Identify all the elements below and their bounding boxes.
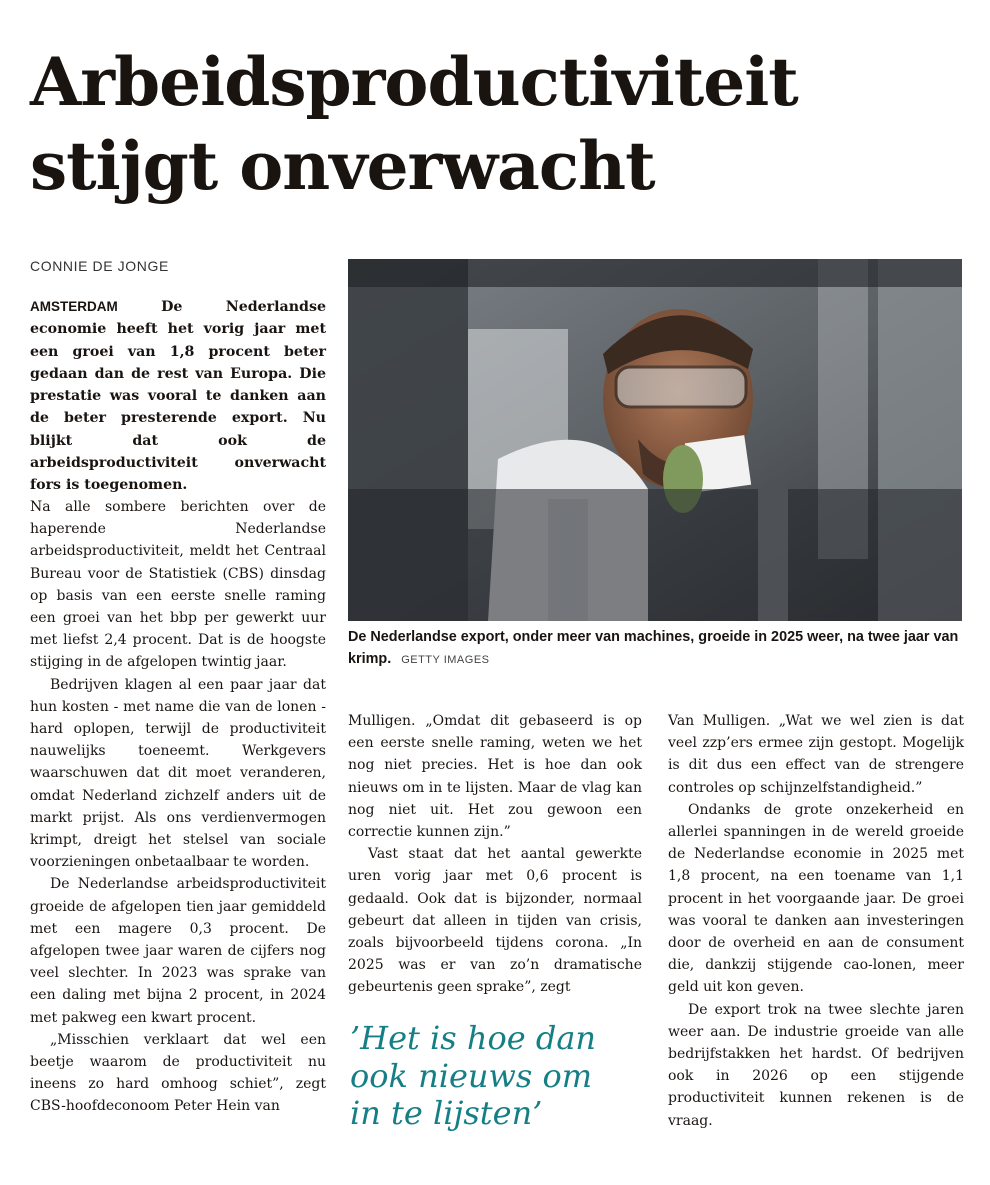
body-paragraph: Mulligen. „Omdat dit gebaseerd is op een eerste snelle raming, weten we het nog niet precies. Het is hoe dan ook nieuws om in te lijsten. Maar de vlag kan nog niet uit. Het zou gewoon een correctie kunnen zijn.” [348, 713, 642, 841]
caption-text: De Nederlandse export, onder meer van machines, groeide in 2025 weer, na twee jaar van krimp. [348, 629, 959, 667]
column-3 [668, 710, 964, 1132]
headline-line-1: Arbeidsproductiviteit [30, 43, 798, 121]
body-paragraph: „Misschien verklaart dat wel een beetje waarom de productiviteit nu ineens zo hard omhoog schiet”, zegt CBS-hoofdeconoom Peter Hein van [30, 1031, 326, 1115]
photo-illustration [348, 259, 962, 621]
body-paragraph: Na alle sombere berichten over de haperende Nederlandse arbeidsproductiviteit, meldt het Centraal Bureau voor de Statistiek (CBS) dinsdag op basis van een eerste snelle raming een groei van het bbp per gewerkt uur met liefst 2,4 procent. Dat is de hoogste stijging in de afgelopen twintig jaar. [30, 499, 326, 671]
intro-paragraph [30, 296, 326, 497]
body-paragraph: De export trok na twee slechte jaren weer aan. De industrie groeide van alle bedrijfstakken het hardst. Of bedrijven ook in 2026 op een stijgende productiviteit kunnen rekenen is de vraag. [668, 1001, 964, 1129]
body-paragraph: Van Mulligen. „Wat we wel zien is dat veel zzp’ers ermee zijn gestopt. Mogelijk is dit dus een effect van de strengere controles op schijnzelfstandigheid.” [668, 713, 964, 796]
byline: CONNIE DE JONGE [30, 258, 169, 274]
body-paragraph: Vast staat dat het aantal gewerkte uren vorig jaar met 0,6 procent is gedaald. Ook dat is bijzonder, normaal gebeurt dat alleen in tijden van crisis, zoals bijvoorbeeld tijdens corona. „In 2025 was er van zo’n dramatische gebeurtenis geen sprake”, zegt [348, 846, 642, 996]
body-paragraph: De Nederlandse arbeidsproductiviteit groeide de afgelopen tien jaar gemiddeld met een magere 0,3 procent. De afgelopen twee jaar waren de cijfers nog veel slechter. In 2023 was sprake van een daling met bijna 2 procent, in 2024 met pakweg een kwart procent. [30, 876, 326, 1026]
body-paragraph: Ondanks de grote onzekerheid en allerlei spanningen in de wereld groeide de Nederlandse economie in 2025 met 1,8 procent, na een toename van 1,1 procent in het voorgaande jaar. De groei was vooral te danken aan investeringen door de overheid en aan de consument die, dankzij stijgende cao-lonen, meer geld uit kon geven. [668, 801, 964, 996]
column-2 [348, 710, 642, 999]
article-photo [348, 259, 962, 621]
pull-quote: ’Het is hoe dan ook nieuws om in te lijsten’ [350, 1019, 597, 1132]
body-paragraph: Bedrijven klagen al een paar jaar dat hun kosten - met name die van de lonen - hard oplopen, terwijl de productiviteit nauwelijks toeneemt. Werkgevers waarschuwen dat dit moet veranderen, omdat Nederland zichzelf anders uit de markt prijst. Als ons verdienvermogen krimpt, dreigt het stelsel van sociale voorzieningen onbetaalbaar te worden. [30, 676, 326, 871]
dateline: AMSTERDAM [30, 299, 118, 314]
headline [30, 40, 970, 208]
photo-credit: GETTY IMAGES [401, 654, 490, 666]
photo-caption [348, 626, 966, 671]
column-1 [30, 496, 326, 1118]
intro-text: De Nederlandse economie heeft het vorig jaar met een groei van 1,8 procent beter gedaan dan de rest van Europa. Die prestatie was vooral te danken aan de beter presterende export. Nu blijkt dat ook de arbeidsproductiviteit onverwacht fors is toegenomen. [30, 299, 326, 494]
headline-line-2: stijgt onverwacht [30, 127, 655, 205]
